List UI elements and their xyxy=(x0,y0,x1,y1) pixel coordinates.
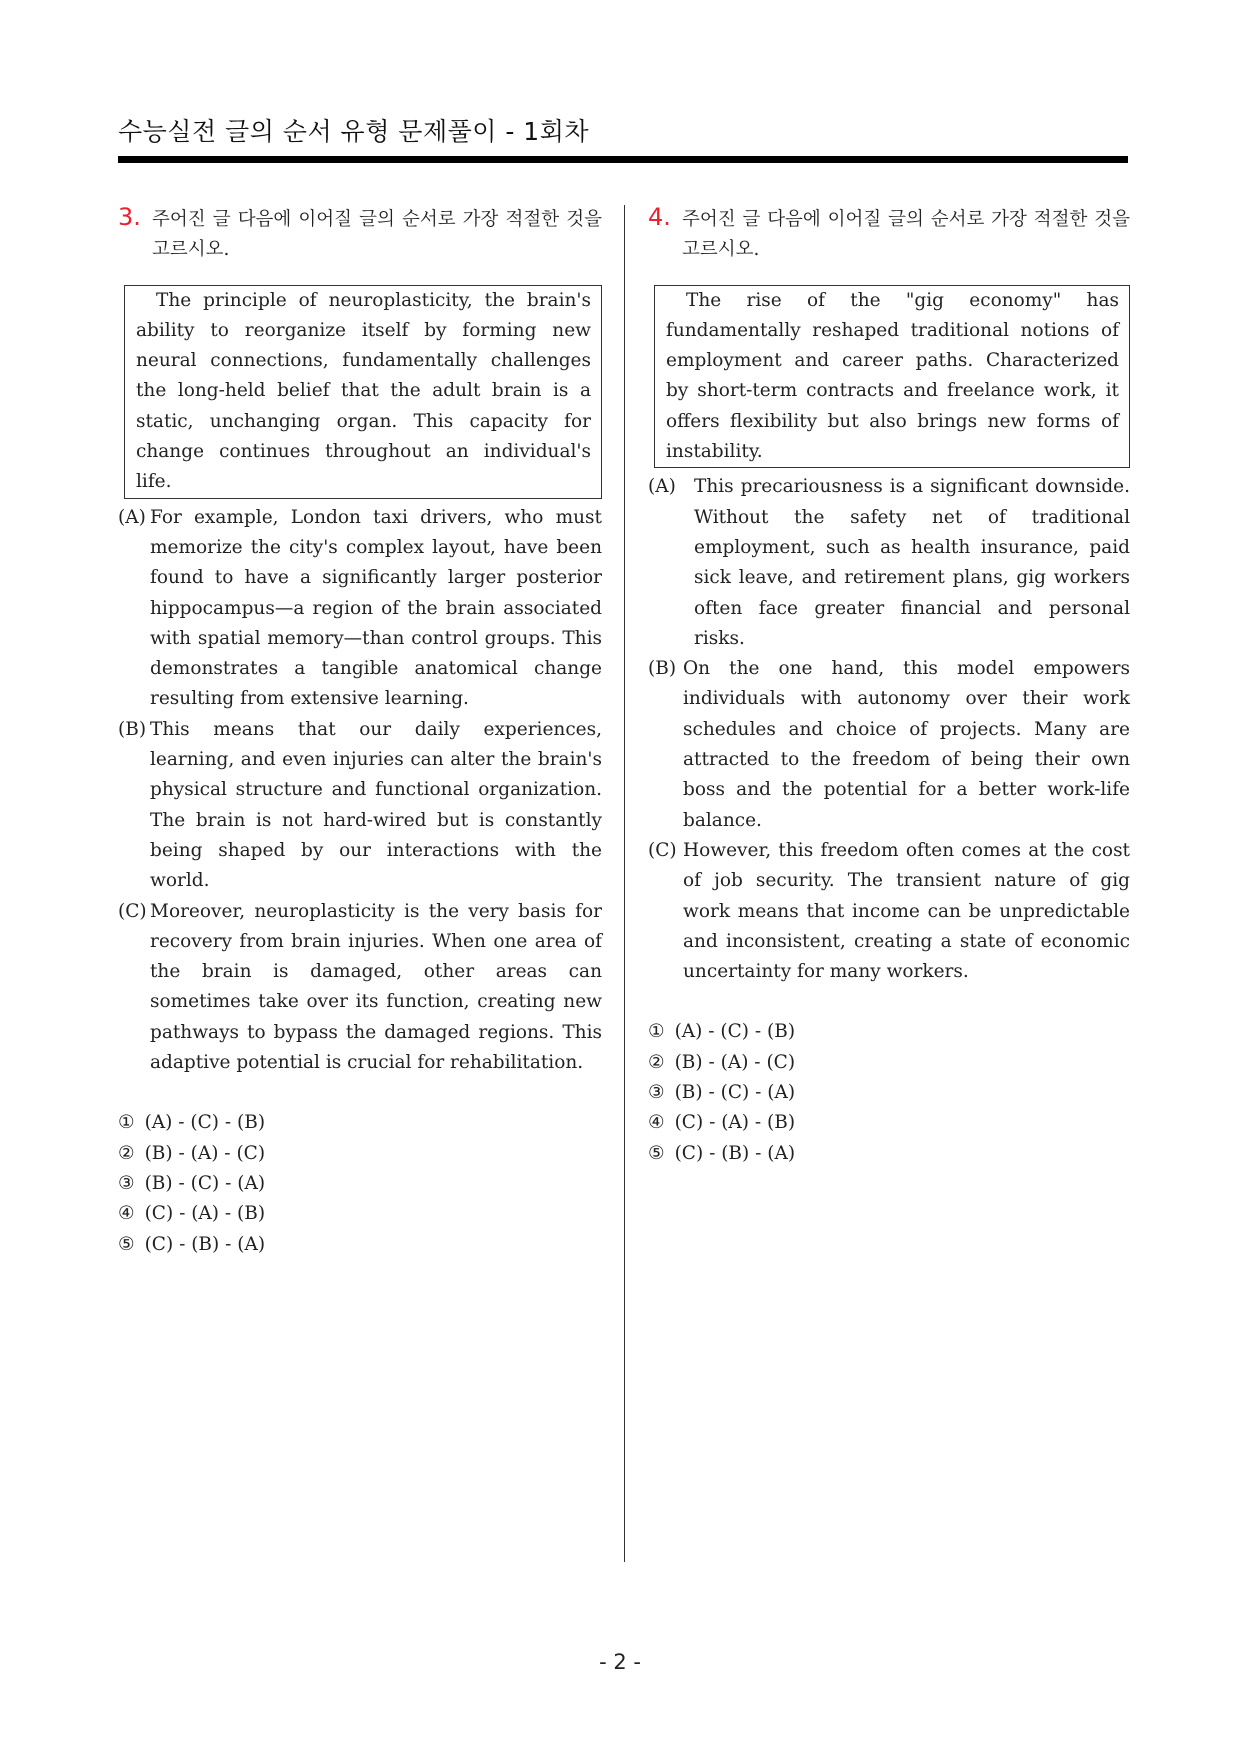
given-passage-box xyxy=(124,285,602,499)
header-rule xyxy=(118,156,1128,163)
paragraph-label: (A) xyxy=(118,506,146,528)
question-instruction: 주어진 글 다음에 이어질 글의 순서로 가장 적절한 것을 고르시오. xyxy=(152,209,602,261)
question-instruction: 주어진 글 다음에 이어질 글의 순서로 가장 적절한 것을 고르시오. xyxy=(682,209,1130,261)
page-title: 수능실전 글의 순서 유형 문제풀이 - 1회차 xyxy=(118,117,590,146)
paragraph-a xyxy=(648,472,1130,654)
choice-5[interactable] xyxy=(118,1230,602,1260)
answer-choices xyxy=(648,1017,1130,1168)
choice-text: (C) - (A) - (B) xyxy=(144,1203,266,1225)
paragraph-text: On the one hand, this model empowers individuals with autonomy over their work schedules and choice of projects. Many are attracted to the freedom of being their own boss and the potential for a better work-life balance. xyxy=(683,658,1130,831)
choice-mark: ② xyxy=(648,1051,665,1073)
given-passage-box xyxy=(654,285,1130,469)
choice-text: (C) - (B) - (A) xyxy=(144,1233,266,1255)
choice-text: (C) - (A) - (B) xyxy=(674,1112,796,1134)
choice-mark: ⑤ xyxy=(648,1142,665,1164)
paragraph-text: Moreover, neuroplasticity is the very basis for recovery from brain injuries. When one area of the brain is damaged, other areas can sometimes take over its function, creating new pathways to bypass the damaged regions. This adaptive potential is crucial for rehabilitation. xyxy=(150,900,602,1074)
choice-mark: ① xyxy=(118,1112,135,1134)
question-4 xyxy=(648,205,1130,1169)
page-number: - 2 - xyxy=(599,1650,641,1674)
choice-1[interactable] xyxy=(118,1108,602,1138)
paragraph-c xyxy=(118,897,602,1079)
choice-mark: ① xyxy=(648,1021,665,1043)
choice-text: (C) - (B) - (A) xyxy=(674,1142,796,1164)
choice-text: (A) - (C) - (B) xyxy=(144,1112,266,1134)
paragraph-label: (C) xyxy=(118,900,147,922)
choice-mark: ② xyxy=(118,1142,135,1164)
paragraph-text: This means that our daily experiences, learning, and even injuries can alter the brain's physical structure and functional organization. The brain is not hard-wired but is constantly being shaped by our interactions with the world. xyxy=(150,718,602,892)
choice-4[interactable] xyxy=(648,1108,1130,1138)
choice-3[interactable] xyxy=(118,1169,602,1199)
choice-mark: ④ xyxy=(648,1112,665,1134)
paragraph-text: For example, London taxi drivers, who must memorize the city's complex layout, have been found to have a significantly larger posterior hippocampus—a region of the brain associated with spatial memory—than control groups. This demonstrates a tangible anatomical change resulting from extensive learning. xyxy=(150,506,602,710)
choice-mark: ③ xyxy=(648,1082,665,1104)
question-stem xyxy=(118,205,602,266)
column-divider xyxy=(624,205,625,1562)
choice-4[interactable] xyxy=(118,1199,602,1229)
paragraph-label: (A) xyxy=(648,476,676,498)
choice-3[interactable] xyxy=(648,1078,1130,1108)
given-passage: The rise of the "gig economy" has fundamentally reshaped traditional notions of employment and career paths. Characterized by short-term contracts and freelance work, it offers flexibility but also brings new forms of instability. xyxy=(666,289,1119,463)
given-passage: The principle of neuroplasticity, the brain's ability to reorganize itself by forming new neural connections, fundamentally challenges the long-held belief that the adult brain is a static, unchanging organ. This capacity for change continues throughout an individual's life. xyxy=(136,289,591,493)
question-number: 4. xyxy=(648,203,671,231)
answer-choices xyxy=(118,1108,602,1259)
choice-text: (B) - (A) - (C) xyxy=(674,1051,796,1073)
choice-mark: ⑤ xyxy=(118,1233,135,1255)
paragraph-b xyxy=(118,715,602,897)
choice-text: (A) - (C) - (B) xyxy=(674,1021,796,1043)
paragraph-c xyxy=(648,836,1130,987)
paragraph-text: This precariousness is a significant downside. Without the safety net of traditional employment, such as health insurance, paid sick leave, and retirement plans, gig workers often face greater financial and personal risks. xyxy=(694,476,1130,649)
choice-2[interactable] xyxy=(118,1139,602,1169)
question-number: 3. xyxy=(118,203,141,231)
choice-mark: ④ xyxy=(118,1203,135,1225)
question-stem xyxy=(648,205,1130,266)
paragraph-label: (B) xyxy=(648,658,677,680)
choice-mark: ③ xyxy=(118,1172,135,1194)
paragraph-text: However, this freedom often comes at the cost of job security. The transient nature of gig work means that income can be unpredictable and inconsistent, creating a state of economic uncertainty for many workers. xyxy=(683,839,1130,983)
choice-2[interactable] xyxy=(648,1048,1130,1078)
choice-text: (B) - (C) - (A) xyxy=(674,1082,796,1104)
question-3 xyxy=(118,205,602,1260)
choice-text: (B) - (A) - (C) xyxy=(144,1142,266,1164)
paragraph-a xyxy=(118,503,602,715)
paragraph-label: (C) xyxy=(648,839,677,861)
paragraph-label: (B) xyxy=(118,718,147,740)
choice-text: (B) - (C) - (A) xyxy=(144,1172,266,1194)
choice-1[interactable] xyxy=(648,1017,1130,1047)
choice-5[interactable] xyxy=(648,1139,1130,1169)
paragraph-b xyxy=(648,654,1130,836)
